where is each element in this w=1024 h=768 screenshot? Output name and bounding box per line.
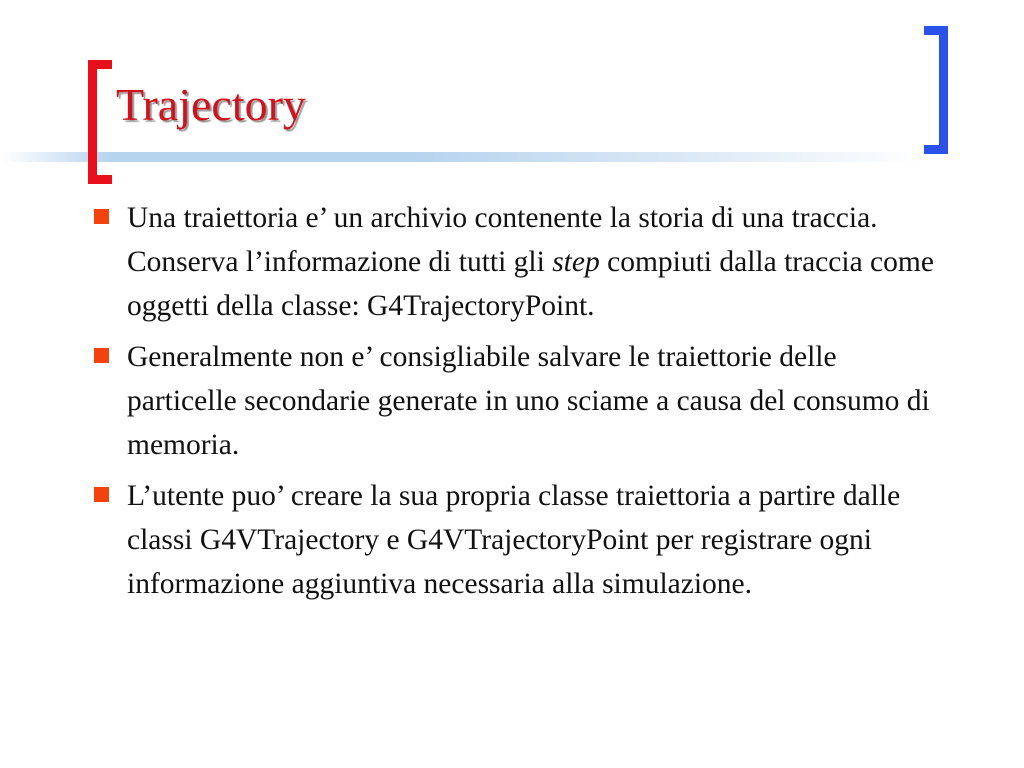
- left-bracket-decoration: [88, 60, 112, 184]
- bullet-emphasis-step: step: [552, 246, 600, 278]
- bullet-text: [127, 202, 934, 322]
- right-bracket-decoration: [924, 26, 948, 154]
- bullet-item-custom-trajectory: [92, 474, 942, 606]
- title-underline-rule: [0, 152, 924, 162]
- bullet-text: Generalmente non e’ consigliabile salvare le traiettorie delle particelle secondarie generate in uno sciame a causa del consumo di memoria.: [127, 341, 930, 461]
- bullet-item-trajectory-definition: [92, 196, 942, 328]
- bullet-text-part: Una traiettoria e’ un archivio contenente la storia di una traccia. Conserva l’informazione di tutti gli: [127, 202, 878, 278]
- bullet-item-memory-advice: [92, 335, 942, 467]
- square-bullet-icon: [94, 209, 109, 224]
- bullet-text: L’utente puo’ creare la sua propria classe traiettoria a partire dalle classi G4VTrajectory e G4VTrajectoryPoint per registrare ogni informazione aggiuntiva necessaria alla simulazione.: [127, 480, 901, 600]
- slide-title: Trajectory: [116, 79, 306, 130]
- bullet-text-part: compiuti dalla traccia come oggetti della classe: G4TrajectoryPoint.: [127, 246, 934, 322]
- square-bullet-icon: [94, 348, 109, 363]
- bullet-list: [92, 196, 942, 613]
- square-bullet-icon: [94, 487, 109, 502]
